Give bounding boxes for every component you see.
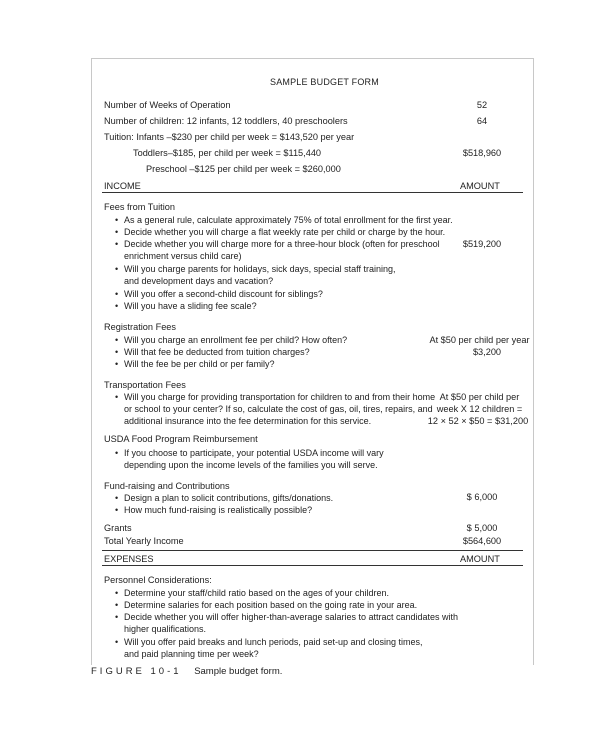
fees-bullet: • Decide whether you will charge a flat weekly rate per child or charge by the hour.	[124, 226, 445, 238]
fees-bullet-cont: enrichment versus child care)	[124, 251, 242, 261]
grants-amount: $ 5,000	[466, 523, 498, 533]
transport-amount-line1: At $50 per child per	[439, 392, 520, 402]
personnel-bullet: • Decide whether you will offer higher-than-average salaries to attract candidates with	[124, 611, 458, 623]
transport-amount-line3: 12 × 52 × $50 = $31,200	[427, 416, 529, 426]
grants-label: Grants	[104, 523, 132, 533]
personnel-bullet-cont: higher qualifications.	[124, 624, 207, 634]
expenses-amount-header: AMOUNT	[460, 554, 500, 564]
registration-heading: Registration Fees	[104, 322, 177, 332]
registration-bullet: • Will you charge an enrollment fee per child? How often?	[124, 334, 347, 346]
fundraising-amount: $ 6,000	[466, 492, 498, 502]
figure-label: FIGURE 10-1	[91, 666, 182, 677]
expenses-top-rule	[102, 550, 523, 551]
form-title: SAMPLE BUDGET FORM	[270, 77, 379, 87]
fees-bullet-cont: and development days and vacation?	[124, 276, 274, 286]
fundraising-bullet: • How much fund-raising is realistically possible?	[124, 504, 312, 516]
fees-amount: $519,200	[462, 239, 502, 249]
weeks-value: 52	[476, 100, 488, 110]
fees-bullet: • Decide whether you will charge more for a three-hour block (often for preschool	[124, 238, 440, 250]
personnel-bullet: • Determine your staff/child ratio based on the ages of your children.	[124, 587, 389, 599]
expenses-bottom-rule	[102, 565, 523, 566]
fees-bullet: • Will you offer a second-child discount for siblings?	[124, 288, 323, 300]
registration-bullet: • Will that fee be deducted from tuition charges?	[124, 346, 310, 358]
fees-bullet: • Will you charge parents for holidays, sick days, special staff training,	[124, 263, 395, 275]
children-label: Number of children: 12 infants, 12 toddlers, 40 preschoolers	[104, 116, 348, 126]
transport-bullet: • Will you charge for providing transportation for children to and from their home	[124, 391, 435, 403]
transport-amount-line2: week X 12 children =	[436, 404, 523, 414]
transport-bullet-cont: or school to your center? If so, calculate the cost of gas, oil, tires, repairs, and	[124, 404, 433, 414]
personnel-bullet: • Determine salaries for each position based on the going rate in your area.	[124, 599, 417, 611]
tuition-infants: Tuition: Infants –$230 per child per week = $143,520 per year	[104, 132, 355, 142]
fundraising-heading: Fund-raising and Contributions	[104, 481, 230, 491]
personnel-heading: Personnel Considerations:	[104, 575, 212, 585]
usda-bullet: • If you choose to participate, your potential USDA income will vary	[124, 447, 384, 459]
tuition-total: $518,960	[462, 148, 502, 158]
income-header: INCOME	[104, 181, 141, 191]
figure-caption	[91, 666, 282, 677]
tuition-toddlers: Toddlers–$185, per child per week = $115,440	[133, 148, 322, 158]
tuition-preschool: Preschool –$125 per child per week = $260,000	[146, 164, 341, 174]
personnel-bullet: • Will you offer paid breaks and lunch periods, paid set-up and closing times,	[124, 636, 423, 648]
fees-bullet: • As a general rule, calculate approximately 75% of total enrollment for the first year.	[124, 214, 453, 226]
usda-heading: USDA Food Program Reimbursement	[104, 434, 258, 444]
expenses-header: EXPENSES	[104, 554, 154, 564]
transport-bullet-cont: additional insurance into the fee determination for this service.	[124, 416, 372, 426]
fundraising-bullet: • Design a plan to solicit contributions, gifts/donations.	[124, 492, 333, 504]
fees-heading: Fees from Tuition	[104, 202, 175, 212]
registration-amount-line1: At $50 per child per year	[429, 335, 530, 345]
budget-form	[91, 58, 534, 665]
income-rule	[102, 192, 523, 193]
figure-caption-text: Sample budget form.	[194, 666, 283, 677]
total-amount: $564,600	[462, 536, 502, 546]
registration-bullet: • Will the fee be per child or per family?	[124, 358, 275, 370]
total-label: Total Yearly Income	[104, 536, 184, 546]
income-amount-header: AMOUNT	[460, 181, 500, 191]
transport-heading: Transportation Fees	[104, 380, 186, 390]
fees-bullet: • Will you have a sliding fee scale?	[124, 300, 257, 312]
registration-amount-line2: $3,200	[472, 347, 502, 357]
personnel-bullet-cont: and paid planning time per week?	[124, 649, 259, 659]
usda-bullet-cont: depending upon the income levels of the families you will serve.	[124, 460, 378, 470]
weeks-label: Number of Weeks of Operation	[104, 100, 231, 110]
children-value: 64	[476, 116, 488, 126]
